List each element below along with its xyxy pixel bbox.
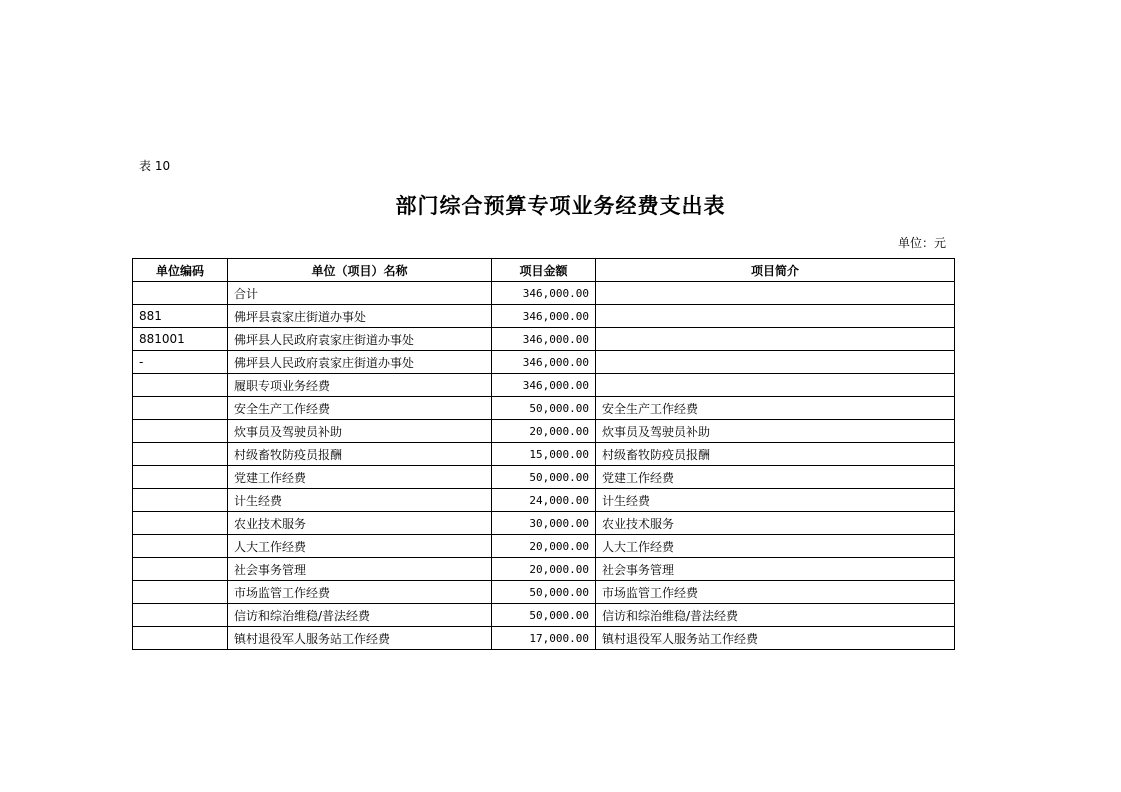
cell-code [133, 443, 228, 466]
cell-code [133, 466, 228, 489]
cell-amount: 50,000.00 [492, 581, 596, 604]
table-row [133, 535, 955, 558]
cell-name: 安全生产工作经费 [228, 397, 492, 420]
cell-code: 881001 [133, 328, 228, 351]
cell-name: 合计 [228, 282, 492, 305]
cell-amount: 346,000.00 [492, 351, 596, 374]
cell-code [133, 604, 228, 627]
cell-amount: 346,000.00 [492, 374, 596, 397]
table-row [133, 581, 955, 604]
header-intro: 项目简介 [596, 259, 955, 282]
cell-amount: 20,000.00 [492, 420, 596, 443]
cell-intro: 党建工作经费 [596, 466, 955, 489]
cell-code [133, 397, 228, 420]
page-title: 部门综合预算专项业务经费支出表 [395, 193, 726, 218]
table-row [133, 420, 955, 443]
cell-name: 党建工作经费 [228, 466, 492, 489]
cell-name: 市场监管工作经费 [228, 581, 492, 604]
cell-code [133, 282, 228, 305]
cell-name: 农业技术服务 [228, 512, 492, 535]
cell-code [133, 558, 228, 581]
table-row [133, 627, 955, 650]
cell-intro: 市场监管工作经费 [596, 581, 955, 604]
cell-name: 履职专项业务经费 [228, 374, 492, 397]
cell-name: 佛坪县人民政府袁家庄街道办事处 [228, 328, 492, 351]
cell-code: - [133, 351, 228, 374]
cell-code [133, 627, 228, 650]
cell-name: 镇村退役军人服务站工作经费 [228, 627, 492, 650]
cell-amount: 50,000.00 [492, 466, 596, 489]
cell-amount: 24,000.00 [492, 489, 596, 512]
cell-amount: 30,000.00 [492, 512, 596, 535]
cell-name: 信访和综治维稳/普法经费 [228, 604, 492, 627]
cell-intro: 计生经费 [596, 489, 955, 512]
cell-amount: 15,000.00 [492, 443, 596, 466]
header-code: 单位编码 [133, 259, 228, 282]
table-row [133, 512, 955, 535]
cell-intro: 安全生产工作经费 [596, 397, 955, 420]
cell-intro: 村级畜牧防疫员报酬 [596, 443, 955, 466]
cell-intro [596, 282, 955, 305]
cell-code [133, 420, 228, 443]
cell-intro [596, 328, 955, 351]
table-row [133, 374, 955, 397]
table-row [133, 282, 955, 305]
cell-amount: 50,000.00 [492, 604, 596, 627]
cell-name: 佛坪县袁家庄街道办事处 [228, 305, 492, 328]
cell-intro: 炊事员及驾驶员补助 [596, 420, 955, 443]
cell-code [133, 489, 228, 512]
cell-intro [596, 351, 955, 374]
header-amount: 项目金额 [492, 259, 596, 282]
cell-code [133, 374, 228, 397]
cell-intro: 镇村退役军人服务站工作经费 [596, 627, 955, 650]
cell-intro: 人大工作经费 [596, 535, 955, 558]
cell-intro: 信访和综治维稳/普法经费 [596, 604, 955, 627]
header-name: 单位（项目）名称 [228, 259, 492, 282]
cell-amount: 20,000.00 [492, 558, 596, 581]
table-row [133, 604, 955, 627]
cell-code [133, 512, 228, 535]
table-row [133, 351, 955, 374]
cell-intro [596, 374, 955, 397]
table-number: 表 10 [139, 159, 171, 173]
cell-name: 社会事务管理 [228, 558, 492, 581]
unit-label: 单位：元 [897, 236, 946, 250]
cell-amount: 346,000.00 [492, 305, 596, 328]
table-row [133, 489, 955, 512]
cell-intro: 社会事务管理 [596, 558, 955, 581]
table-header-row [133, 259, 955, 282]
cell-amount: 346,000.00 [492, 282, 596, 305]
table-row [133, 305, 955, 328]
cell-code [133, 581, 228, 604]
cell-intro: 农业技术服务 [596, 512, 955, 535]
cell-name: 佛坪县人民政府袁家庄街道办事处 [228, 351, 492, 374]
cell-code [133, 535, 228, 558]
table-row [133, 328, 955, 351]
cell-amount: 17,000.00 [492, 627, 596, 650]
cell-name: 人大工作经费 [228, 535, 492, 558]
cell-name: 村级畜牧防疫员报酬 [228, 443, 492, 466]
cell-amount: 346,000.00 [492, 328, 596, 351]
table-row [133, 558, 955, 581]
cell-code: 881 [133, 305, 228, 328]
cell-name: 计生经费 [228, 489, 492, 512]
budget-table [132, 258, 955, 650]
table-row [133, 397, 955, 420]
cell-intro [596, 305, 955, 328]
table-row [133, 443, 955, 466]
cell-name: 炊事员及驾驶员补助 [228, 420, 492, 443]
table-row [133, 466, 955, 489]
cell-amount: 20,000.00 [492, 535, 596, 558]
cell-amount: 50,000.00 [492, 397, 596, 420]
